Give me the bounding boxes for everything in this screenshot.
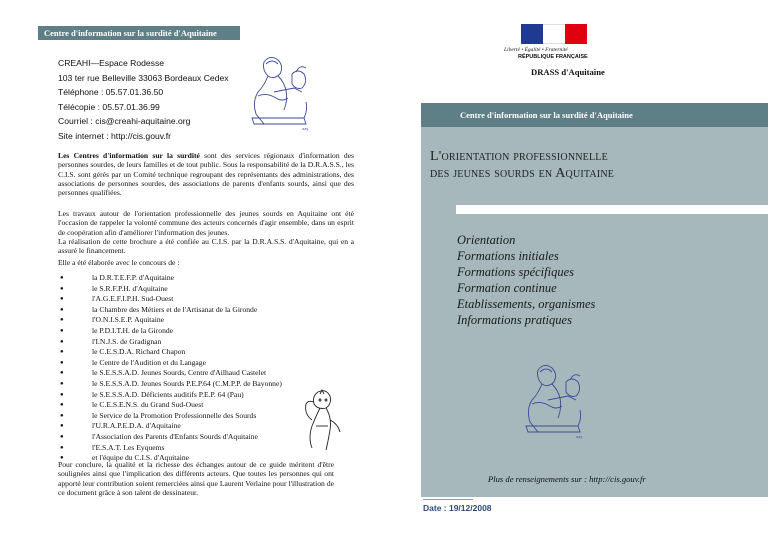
menu-item-informations-pratiques: Informations pratiques: [457, 313, 572, 327]
organisations-list: [58, 273, 282, 464]
title-line-1: L'orientation professionnelle: [430, 149, 608, 164]
more-info-text: Plus de renseignements sur : http://cis.gouv.fr: [488, 474, 646, 484]
list-item: ● le Centre de l'Audition et du Langage: [58, 358, 282, 369]
concours-text: Elle a été élaborée avec le concours de :: [58, 258, 180, 267]
right-header-label: Centre d'information sur la surdité d'Aquitaine: [460, 110, 633, 120]
realisation-text: La réalisation de cette brochure a été confiée au C.I.S. par la D.R.A.S.S. d'Aquitaine, qui en a assuré le financement.: [58, 236, 354, 256]
header-bar-label: Centre d'information sur la surdité d'Aquitaine: [44, 28, 217, 38]
menu-item-formation-continue: Formation continue: [457, 281, 557, 295]
menu-item-etablissements: Etablissements, organismes: [457, 297, 596, 311]
list-item: ● le Service de la Promotion Professionnelle des Sourds: [58, 411, 282, 422]
republic-motto: Liberté • Égalité • Fraternité: [504, 47, 568, 53]
intro-bold: Les Centres d'information sur la surdité: [58, 151, 200, 160]
title-line-2: des jeunes sourds en Aquitaine: [430, 166, 615, 181]
list-item: ● le S.E.S.S.A.D. Jeunes Sourds P.E.P.64 (C.M.P.P. de Bayonne): [58, 379, 282, 390]
contact-address: 103 ter rue Belleville 33063 Bordeaux Cedex: [58, 72, 229, 83]
contact-block: [58, 56, 229, 143]
header-bar: [38, 26, 240, 40]
flag-white: [543, 24, 565, 44]
list-item: ● l'A.G.E.F.I.P.H. Sud-Ouest: [58, 294, 282, 305]
menu-item-orientation: Orientation: [457, 233, 516, 247]
list-item: ● le P.D.I.T.H. de la Gironde: [58, 326, 282, 337]
list-item: ● la Chambre des Métiers et de l'Artisanat de la Gironde: [58, 305, 282, 316]
travaux-paragraph: [58, 209, 354, 255]
list-item: ● l'O.N.I.S.E.P. Aquitaine: [58, 315, 282, 326]
menu-item-formations-initiales: Formations initiales: [457, 249, 559, 263]
contact-email[interactable]: Courriel : cis@creahi-aquitaine.org: [58, 116, 191, 126]
republic-label: RÉPUBLIQUE FRANÇAISE: [518, 54, 588, 60]
drass-label: DRASS d'Aquitaine: [531, 67, 605, 77]
svg-text:ozy: ozy: [302, 126, 309, 131]
list-item: ● le S.E.S.S.A.D. Déficients auditifs P.E.P. 64 (Pau): [58, 390, 282, 401]
right-header-bar: [421, 103, 768, 127]
menu-item-formations-specifiques: Formations spécifiques: [457, 265, 575, 279]
list-item: ● le C.E.S.E.N.S. du Grand Sud-Ouest: [58, 400, 282, 411]
flag-red: [565, 24, 587, 44]
list-item: ● le S.E.S.S.A.D. Jeunes Sourds, Centre d'Ailhaud Castelet: [58, 368, 282, 379]
list-item: ● l'I.N.J.S. de Gradignan: [58, 337, 282, 348]
contact-fax: Télécopie : 05.57.01.36.99: [58, 101, 160, 112]
sketch-illustration-top: [244, 52, 318, 132]
list-item: ● et l'équipe du C.I.S. d'Aquitaine: [58, 453, 282, 464]
sketch-illustration-right: [516, 358, 592, 440]
sketch-illustration-thinker: [290, 386, 348, 452]
list-item: ● le C.E.S.D.A. Richard Chapon: [58, 347, 282, 358]
list-item: ● l'E.S.A.T. Les Eyquems: [58, 443, 282, 454]
list-item: ● l'Association des Parents d'Enfants Sourds d'Aquitaine: [58, 432, 282, 443]
contact-name: CREAHI—Espace Rodesse: [58, 58, 165, 68]
contact-website[interactable]: Site internet : http://cis.gouv.fr: [58, 130, 172, 141]
travaux-text: Les travaux autour de l'orientation professionnelle des jeunes sourds en Aquitaine ont été l'occasion de rappeler la volonté commune des acteurs concernés d'agir ensemble, dans un esprit de coopération afin d'améliorer l'information des jeunes.: [58, 209, 354, 237]
list-item: ● le S.R.F.P.H. d'Aquitaine: [58, 284, 282, 295]
intro-rest: sont des services régionaux d'information des personnes sourdes, de leurs familles et de tout public. Sous la responsabilité de la D.R.A.S.S., les C.I.S. sont gérés par un Comité technique regroupant des représentants des administrations, des associations de personnes sourdes, des associations de parents d'enfants sourds, ainsi que des personnes qualifiées.: [58, 151, 354, 198]
french-flag-logo: [521, 24, 587, 44]
flag-blue: [521, 24, 543, 44]
date-divider: [423, 499, 473, 500]
contact-phone: Téléphone : 05.57.01.36.50: [58, 87, 164, 97]
brochure-title: [430, 148, 614, 182]
conclusion-paragraph: Pour conclure, la qualité et la richesse des échanges autour de ce guide méritent d'être soulignées ainsi que l'implication des différents acteurs. Que toutes les personnes qui ont apporté leur contribution soient remerciées ainsi que Laurent Verlaine pour l'illustration de ce document grâce à son talent de dessinateur.: [58, 460, 334, 497]
list-item: ● l'U.R.A.P.E.D.A. d'Aquitaine: [58, 421, 282, 432]
title-divider: [456, 205, 768, 214]
date-label: Date : 19/12/2008: [423, 503, 492, 513]
svg-text:ozy: ozy: [576, 434, 583, 439]
topics-menu: [457, 232, 595, 328]
intro-paragraph: [58, 151, 354, 197]
list-item: ● la D.R.T.E.F.P. d'Aquitaine: [58, 273, 282, 284]
